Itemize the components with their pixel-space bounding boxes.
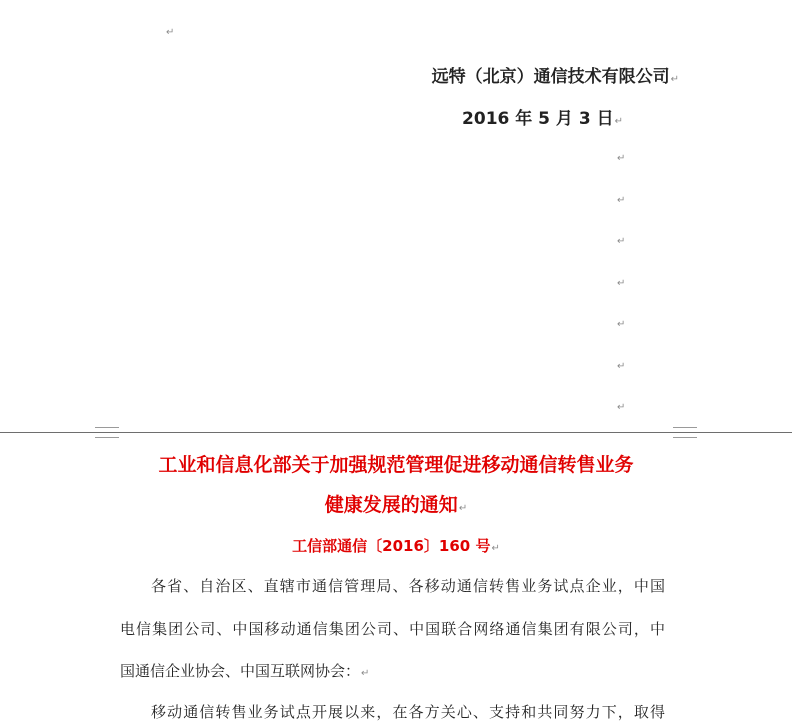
empty-paragraph-mark: ↵ [617, 153, 626, 164]
paragraph-mark: ↵ [614, 116, 623, 127]
paragraph-mark: ↵ [361, 668, 370, 679]
document-number-text: 工信部通信〔2016〕160 号 [292, 537, 491, 555]
paragraph-mark: ↵ [166, 27, 175, 38]
empty-paragraph-mark: ↵ [617, 319, 626, 330]
body-line [120, 660, 665, 681]
date-text: 2016 年 5 月 3 日 [462, 109, 614, 129]
company-name: 远特（北京）通信技术有限公司 [431, 67, 670, 87]
body-line-text: 国通信企业协会、中国互联网协会： [120, 662, 361, 680]
notice-title-text: 健康发展的通知 [324, 494, 458, 516]
notice-title-line-1 [0, 450, 792, 477]
notice-title-text: 工业和信息化部关于加强规范管理促进移动通信转售业务 [158, 454, 634, 476]
body-line: 电信集团公司、中国移动通信集团公司、中国联合网络通信集团有限公司，中 [120, 620, 665, 638]
notice-title-line-2 [0, 490, 792, 517]
paragraph-mark: ↵ [670, 74, 679, 85]
page-corner-mark [673, 427, 697, 438]
signature-company [432, 62, 679, 87]
empty-paragraph-mark: ↵ [617, 195, 626, 206]
empty-paragraph-mark: ↵ [617, 278, 626, 289]
empty-paragraph-mark: ↵ [617, 236, 626, 247]
paragraph-mark: ↵ [458, 503, 468, 514]
paragraph-mark: ↵ [491, 543, 500, 554]
empty-paragraph-mark: ↵ [617, 402, 626, 413]
page-corner-mark [95, 427, 119, 438]
empty-paragraph-mark: ↵ [617, 361, 626, 372]
body-line: 移动通信转售业务试点开展以来，在各方关心、支持和共同努力下，取得 [151, 703, 665, 721]
document-number [0, 535, 792, 556]
signature-date [462, 104, 623, 129]
body-line: 各省、自治区、直辖市通信管理局、各移动通信转售业务试点企业，中国 [151, 577, 665, 595]
